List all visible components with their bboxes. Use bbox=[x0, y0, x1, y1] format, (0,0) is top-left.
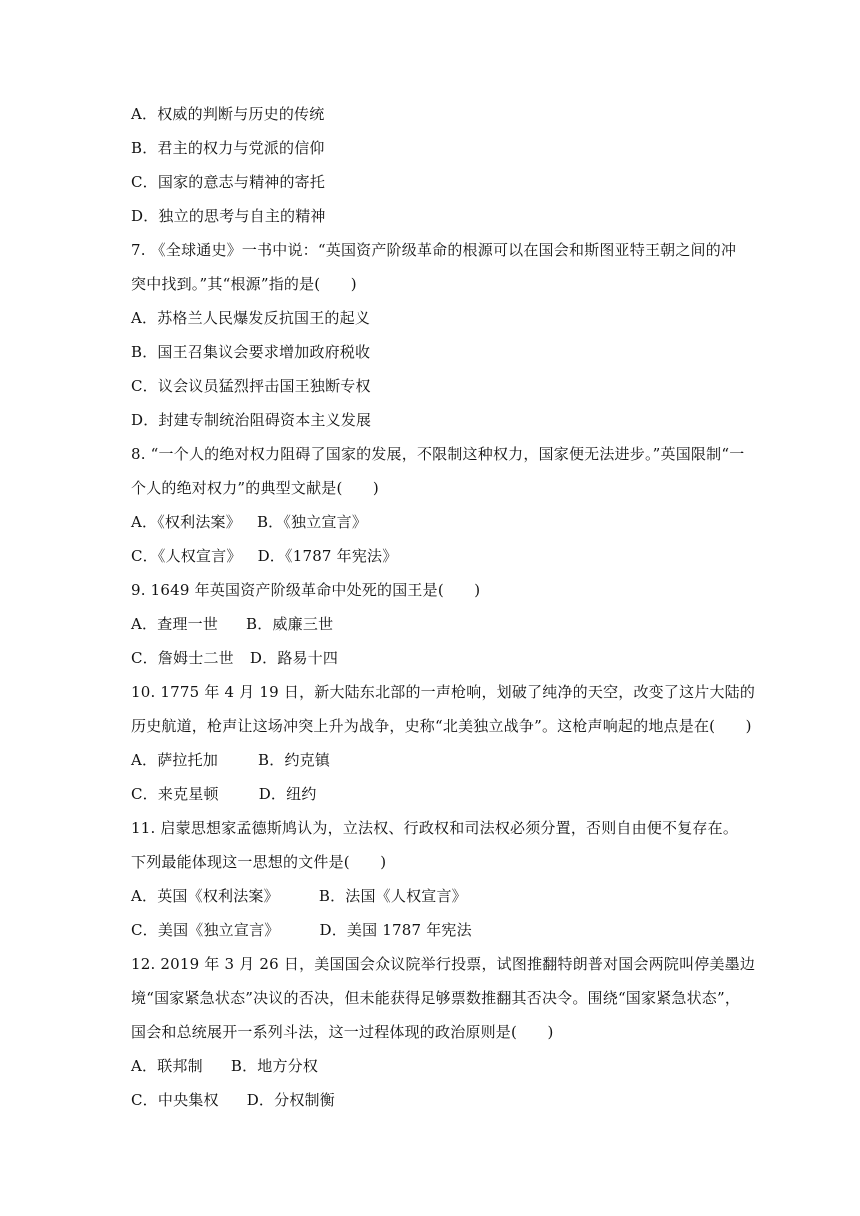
q7-option-d: D．封建专制统治阻碍资本主义发展 bbox=[131, 411, 372, 429]
q7-option-b: B．国王召集议会要求增加政府税收 bbox=[131, 343, 371, 361]
q8-stem-line1: 8. “一个人的绝对权力阻碍了国家的发展，不限制这种权力，国家便无法进步。”英国限制“一 bbox=[131, 445, 745, 463]
q11-stem-line1: 11. 启蒙思想家孟德斯鸠认为，立法权、行政权和司法权必须分置，否则自由便不复存在。 bbox=[131, 819, 739, 837]
q9-option-c: C．詹姆士二世 bbox=[131, 649, 234, 667]
q8-option-a: A．《权利法案》 bbox=[131, 513, 241, 531]
q6-option-d: D．独立的思考与自主的精神 bbox=[131, 207, 326, 225]
q12-option-b: B．地方分权 bbox=[230, 1057, 319, 1075]
q7-option-c: C．议会议员猛烈抨击国王独断专权 bbox=[131, 377, 371, 395]
q9-options-row1 bbox=[131, 616, 741, 633]
q9-option-d: D．路易十四 bbox=[249, 649, 339, 667]
q10-stem-line2: 历史航道，枪声让这场冲突上升为战争，史称“北美独立战争”。这枪声响起的地点是在( ) bbox=[131, 717, 752, 735]
q8-option-b: B．《独立宣言》 bbox=[256, 513, 368, 531]
q7-stem-line1: 7. 《全球通史》一书中说：“英国资产阶级革命的根源可以在国会和斯图亚特王朝之间的冲 bbox=[131, 241, 737, 259]
q12-stem-line1: 12. 2019 年 3 月 26 日，美国国会众议院举行投票，试图推翻特朗普对国会两院叫停美墨边 bbox=[131, 955, 756, 973]
q7-option-a: A．苏格兰人民爆发反抗国王的起义 bbox=[131, 309, 371, 327]
q6-option-b: B．君主的权力与党派的信仰 bbox=[131, 139, 325, 157]
q9-options-row2 bbox=[131, 650, 741, 667]
q11-options-row2 bbox=[131, 922, 741, 939]
q8-options-row1 bbox=[131, 514, 741, 531]
q8-option-c: C．《人权宣言》 bbox=[131, 547, 242, 565]
q10-option-b: B．约克镇 bbox=[258, 751, 331, 769]
q10-stem-line1: 10. 1775 年 4 月 19 日，新大陆东北部的一声枪响，划破了纯净的天空，改变了这片大陆的 bbox=[131, 683, 756, 701]
q6-option-c: C．国家的意志与精神的寄托 bbox=[131, 173, 326, 191]
q9-option-b: B．威廉三世 bbox=[246, 615, 334, 633]
question-list bbox=[131, 105, 756, 1126]
q11-stem-line2: 下列最能体现这一思想的文件是( ) bbox=[131, 853, 387, 871]
q9-stem-line1: 9. 1649 年英国资产阶级革命中处死的国王是( ) bbox=[131, 581, 481, 599]
q10-options-row2 bbox=[131, 786, 741, 803]
q11-options-row1 bbox=[131, 888, 741, 905]
q8-stem-line2: 个人的绝对权力”的典型文献是( ) bbox=[131, 479, 379, 497]
q11-option-c: C．美国《独立宣言》 bbox=[131, 921, 280, 939]
q11-option-d: D．美国 1787 年宪法 bbox=[319, 921, 472, 939]
q7-stem-line2: 突中找到。”其“根源”指的是( ) bbox=[131, 275, 357, 293]
q10-option-c: C．来克星顿 bbox=[131, 785, 219, 803]
q12-options-row2 bbox=[131, 1092, 741, 1109]
q10-option-a: A．萨拉托加 bbox=[131, 751, 219, 769]
q12-option-c: C．中央集权 bbox=[131, 1091, 219, 1109]
q12-stem-line3: 国会和总统展开一系列斗法，这一过程体现的政治原则是( ) bbox=[131, 1023, 554, 1041]
q12-options-row1 bbox=[131, 1058, 741, 1075]
q12-option-a: A．联邦制 bbox=[131, 1057, 203, 1075]
q6-option-a: A．权威的判断与历史的传统 bbox=[131, 105, 325, 123]
q11-option-a: A．英国《权利法案》 bbox=[131, 887, 279, 905]
q10-options-row1 bbox=[131, 752, 741, 769]
q12-stem-line2: 境“国家紧急状态”决议的否决，但未能获得足够票数推翻其否决令。围绕“国家紧急状态”， bbox=[131, 989, 741, 1007]
q12-option-d: D．分权制衡 bbox=[246, 1091, 335, 1109]
q9-option-a: A．查理一世 bbox=[131, 615, 219, 633]
q8-option-d: D．《1787 年宪法》 bbox=[257, 547, 398, 565]
q11-option-b: B．法国《人权宣言》 bbox=[318, 887, 467, 905]
q10-option-d: D．纽约 bbox=[258, 785, 317, 803]
q8-options-row2 bbox=[131, 548, 741, 565]
